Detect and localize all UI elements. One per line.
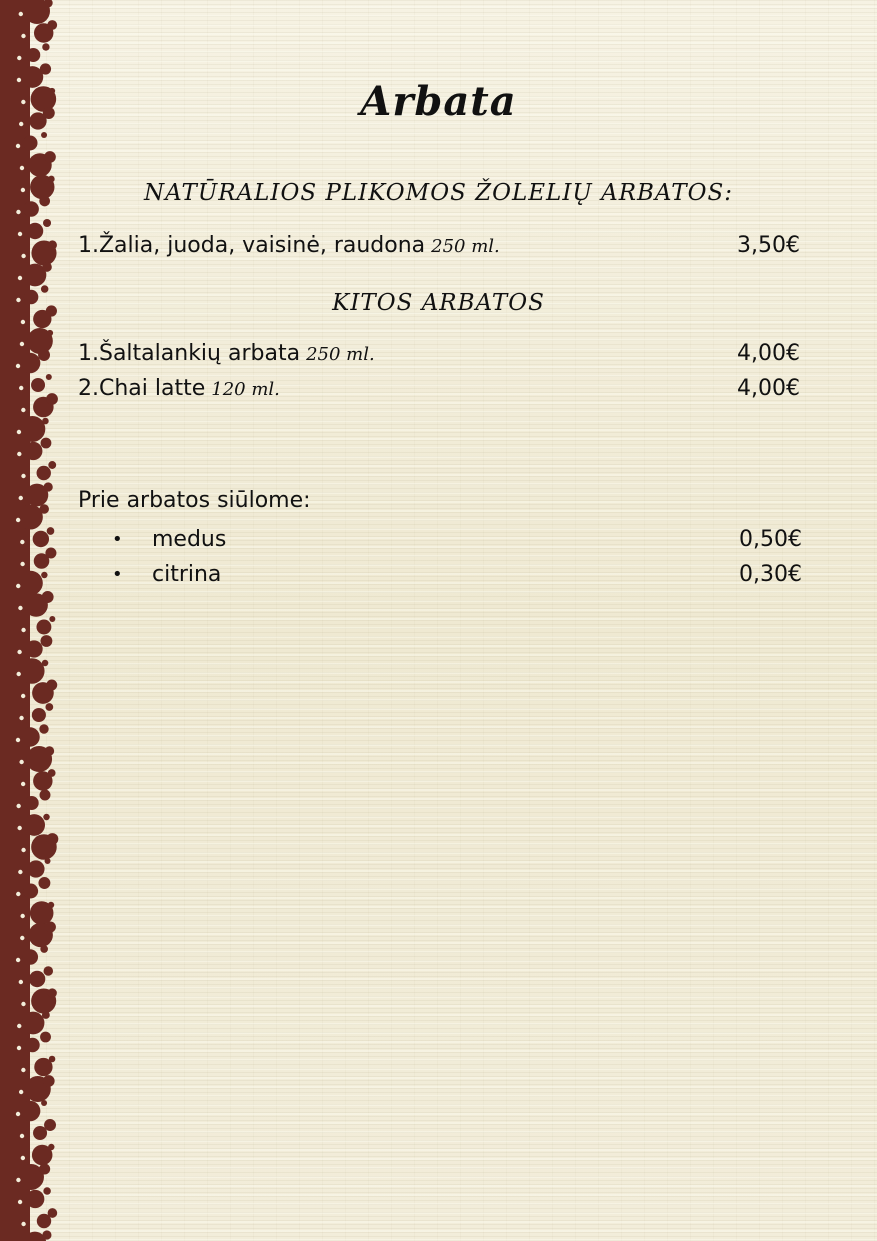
lace-dot bbox=[48, 1144, 54, 1150]
lace-dot bbox=[48, 769, 56, 777]
lace-dot bbox=[48, 461, 56, 469]
lace-scallop bbox=[25, 640, 42, 657]
lace-scallop bbox=[29, 971, 45, 987]
extras-item-name: medus bbox=[152, 527, 227, 552]
lace-dot bbox=[45, 858, 51, 864]
lace-dot bbox=[44, 1119, 56, 1131]
lace-scallop bbox=[26, 1190, 44, 1208]
lace-dot bbox=[39, 504, 49, 514]
menu-item bbox=[78, 339, 800, 369]
lace-scallop bbox=[33, 531, 49, 547]
lace-hole bbox=[20, 1134, 24, 1138]
lace-dot bbox=[41, 132, 47, 138]
lace-hole bbox=[17, 56, 21, 60]
lace-dot bbox=[42, 418, 49, 425]
menu-item bbox=[78, 374, 800, 404]
lace-scallop bbox=[32, 708, 46, 722]
lace-dot bbox=[40, 790, 51, 801]
lace-scallop bbox=[27, 223, 43, 239]
lace-hole bbox=[16, 892, 20, 896]
menu-item-name-wrap bbox=[78, 339, 375, 370]
menu-item-volume: 250 ml. bbox=[431, 236, 500, 257]
lace-dot bbox=[40, 945, 48, 953]
lace-scallop bbox=[31, 378, 45, 392]
page-title: Arbata bbox=[360, 78, 517, 125]
menu-item-price: 4,00€ bbox=[737, 376, 800, 401]
lace-dot bbox=[46, 374, 52, 380]
lace-hole bbox=[19, 1090, 23, 1094]
lace-dot bbox=[46, 393, 58, 405]
lace-hole bbox=[19, 980, 23, 984]
extras-heading: Prie arbatos siūlome: bbox=[78, 488, 311, 513]
lace-hole bbox=[20, 562, 24, 566]
lace-dot bbox=[43, 1075, 55, 1087]
lace-dot bbox=[44, 966, 54, 976]
lace-scallop bbox=[23, 884, 38, 899]
menu-item-price: 3,50€ bbox=[737, 233, 800, 258]
lace-scallop bbox=[22, 1012, 45, 1035]
lace-hole bbox=[19, 496, 23, 500]
lace-hole bbox=[16, 364, 20, 368]
menu-item-name-wrap bbox=[78, 231, 500, 262]
lace-hole bbox=[16, 1178, 20, 1182]
lace-hole bbox=[21, 34, 25, 38]
lace-dot bbox=[45, 921, 56, 932]
lace-hole bbox=[18, 232, 22, 236]
lace-dot bbox=[38, 877, 50, 889]
section-heading-other-teas: KITOS ARBATOS bbox=[332, 290, 545, 316]
menu-item bbox=[78, 231, 800, 261]
lace-hole bbox=[21, 254, 25, 258]
lace-dot bbox=[48, 1208, 58, 1218]
lace-scallop bbox=[19, 658, 45, 684]
lace-dot bbox=[44, 151, 56, 163]
lace-hole bbox=[16, 518, 20, 522]
lace-dot bbox=[48, 988, 57, 997]
lace-hole bbox=[16, 144, 20, 148]
extras-item bbox=[112, 525, 802, 555]
lace-scallop bbox=[20, 1101, 41, 1122]
lace-dot bbox=[41, 1100, 47, 1106]
lace-dot bbox=[45, 547, 56, 558]
lace-hole bbox=[21, 474, 25, 478]
lace-scallop bbox=[23, 136, 38, 151]
lace-hole bbox=[21, 1002, 25, 1006]
lace-dot bbox=[45, 703, 53, 711]
bullet-icon: • bbox=[112, 529, 123, 550]
lace-dot bbox=[41, 438, 52, 449]
extras-item-price: 0,50€ bbox=[739, 527, 802, 552]
lace-hole bbox=[20, 914, 24, 918]
menu-item-name-wrap bbox=[78, 374, 280, 405]
lace-dot bbox=[47, 527, 55, 535]
lace-hole bbox=[19, 716, 23, 720]
menu-item-name: 1.Žalia, juoda, vaisinė, raudona bbox=[78, 233, 426, 258]
lace-hole bbox=[20, 936, 24, 940]
lace-hole bbox=[21, 408, 25, 412]
lace-hole bbox=[20, 540, 24, 544]
lace-hole bbox=[19, 386, 23, 390]
lace-scallop bbox=[37, 466, 51, 480]
lace-scallop bbox=[20, 727, 39, 746]
lace-dot bbox=[42, 43, 49, 50]
extras-item-price: 0,30€ bbox=[739, 562, 802, 587]
lace-dot bbox=[40, 1032, 51, 1043]
menu-item-name: 1.Šaltalankių arbata bbox=[78, 341, 301, 366]
lace-hole bbox=[17, 1046, 21, 1050]
lace-hole bbox=[17, 650, 21, 654]
lace-dot bbox=[47, 330, 53, 336]
lace-dot bbox=[42, 1011, 50, 1019]
lace-hole bbox=[18, 1200, 22, 1204]
extras-item bbox=[112, 560, 802, 590]
lace-hole bbox=[16, 804, 20, 808]
menu-item-price: 4,00€ bbox=[737, 341, 800, 366]
lace-hole bbox=[18, 276, 22, 280]
lace-hole bbox=[21, 320, 25, 324]
lace-dot bbox=[42, 591, 54, 603]
lace-dot bbox=[46, 833, 58, 845]
lace-hole bbox=[16, 584, 20, 588]
lace-hole bbox=[20, 342, 24, 346]
lace-hole bbox=[17, 826, 21, 830]
lace-hole bbox=[19, 12, 23, 16]
lace-dot bbox=[38, 349, 50, 361]
lace-dot bbox=[42, 660, 49, 667]
menu-item-volume: 120 ml. bbox=[211, 379, 280, 400]
lace-scallop bbox=[26, 48, 40, 62]
section-heading-natural-teas: NATŪRALIOS PLIKOMOS ŽOLELIŲ ARBATOS: bbox=[144, 180, 733, 206]
lace-scallop bbox=[20, 353, 41, 374]
lace-hole bbox=[16, 738, 20, 742]
lace-dot bbox=[45, 746, 54, 755]
lace-hole bbox=[20, 166, 24, 170]
lace-hole bbox=[21, 694, 25, 698]
lace-hole bbox=[17, 672, 21, 676]
lace-dot bbox=[41, 572, 47, 578]
lace-dot bbox=[48, 240, 57, 249]
lace-dot bbox=[43, 1187, 51, 1195]
lace-scallop bbox=[18, 504, 43, 529]
lace-hole bbox=[21, 848, 25, 852]
lace-dot bbox=[43, 814, 49, 820]
lace-scallop bbox=[27, 860, 44, 877]
lace-scallop bbox=[25, 1038, 39, 1052]
lace-dot bbox=[39, 724, 48, 733]
lace-dot bbox=[40, 635, 52, 647]
lace-dot bbox=[46, 680, 57, 691]
lace-dot bbox=[49, 616, 55, 622]
lace-scallop bbox=[24, 442, 42, 460]
lace-dot bbox=[49, 1056, 56, 1063]
menu-item-volume: 250 ml. bbox=[306, 344, 375, 365]
lace-hole bbox=[18, 870, 22, 874]
lace-scallop bbox=[25, 796, 39, 810]
lace-dot bbox=[39, 1163, 50, 1174]
lace-dot bbox=[44, 482, 53, 491]
lace-hole bbox=[17, 430, 21, 434]
lace-dot bbox=[42, 262, 52, 272]
lace-hole bbox=[17, 1024, 21, 1028]
lace-dot bbox=[47, 20, 57, 30]
lace-dot bbox=[40, 63, 51, 74]
lace-scallop bbox=[22, 949, 38, 965]
menu-item-name: 2.Chai latte bbox=[78, 376, 206, 401]
lace-hole bbox=[21, 1068, 25, 1072]
lace-hole bbox=[21, 628, 25, 632]
lace-hole bbox=[21, 782, 25, 786]
lace-hole bbox=[16, 1112, 20, 1116]
lace-dot bbox=[48, 902, 54, 908]
lace-scallop bbox=[23, 814, 45, 836]
bullet-icon: • bbox=[112, 564, 123, 585]
lace-hole bbox=[16, 958, 20, 962]
lace-hole bbox=[16, 210, 20, 214]
lace-scallop bbox=[18, 571, 42, 595]
lace-hole bbox=[19, 760, 23, 764]
lace-scallop bbox=[19, 416, 45, 442]
lace-dot bbox=[43, 219, 51, 227]
lace-scallop bbox=[36, 620, 51, 635]
extras-item-name: citrina bbox=[152, 562, 222, 587]
lace-hole bbox=[21, 1222, 25, 1226]
lace-hole bbox=[17, 452, 21, 456]
lace-hole bbox=[18, 606, 22, 610]
lace-hole bbox=[21, 1156, 25, 1160]
lace-dot bbox=[42, 1230, 51, 1239]
